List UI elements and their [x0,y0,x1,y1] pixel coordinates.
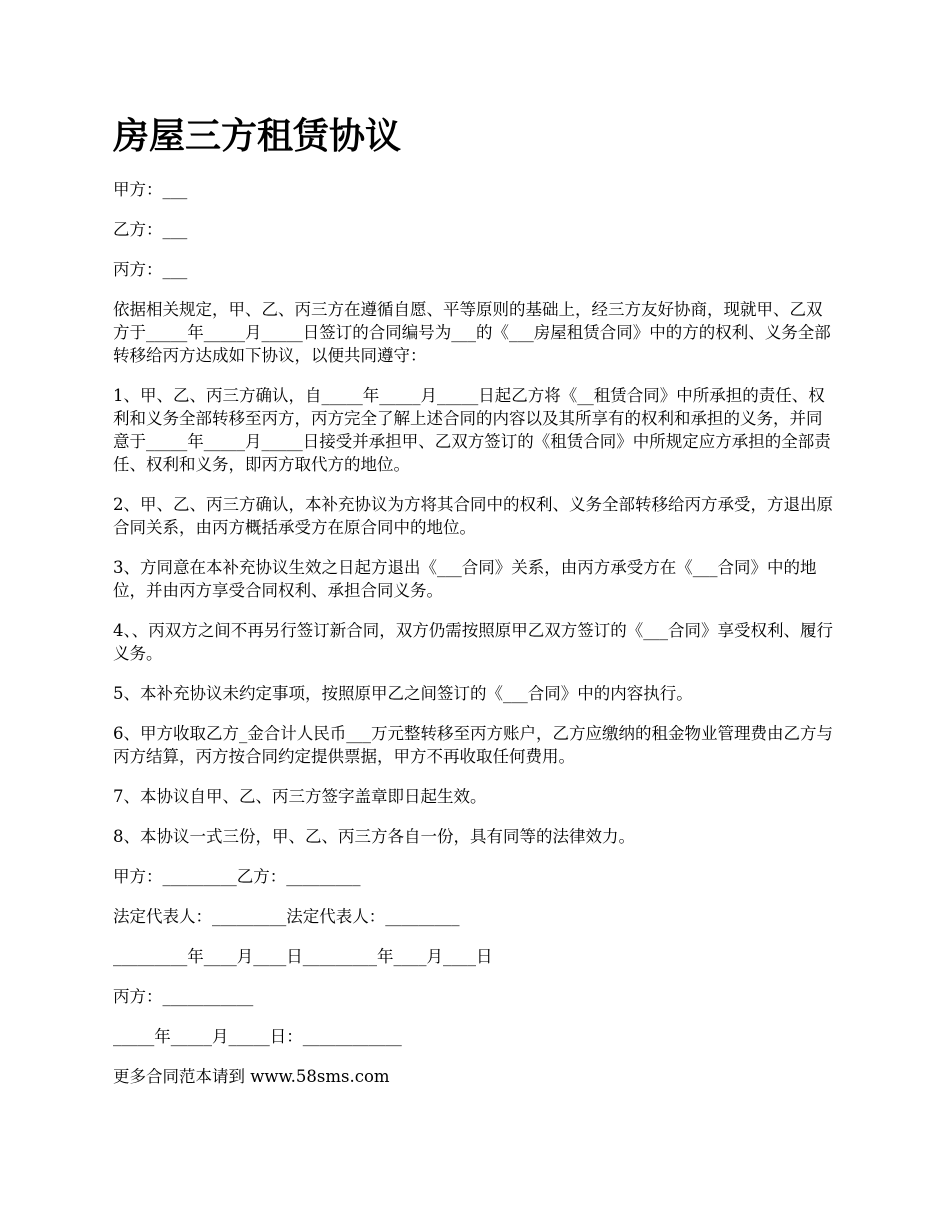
party-c-date-line: _____年_____月_____日：____________ [113,1027,402,1046]
document-page [113,110,838,1105]
document-title: 房屋三方租赁协议 [113,115,402,157]
footer-link-text: 更多合同范本请到 www.58sms.com [113,1067,390,1086]
clause-5: 5、本补充协议未约定事项，按照原甲乙之间签订的《___合同》中的内容执行。 [113,684,693,703]
legal-representative-line: 法定代表人：_________法定代表人：_________ [113,907,460,926]
party-a-line: 甲方：___ [113,180,188,199]
signature-parties-line: 甲方：_________乙方：_________ [113,867,361,886]
clause-7: 7、本协议自甲、乙、丙三方签字盖章即日起生效。 [113,787,487,806]
clause-1: 1、甲、乙、丙三方确认，自_____年_____月_____日起乙方将《__租赁合同》中所承担的责任、权利和义务全部转移至丙方，丙方完全了解上述合同的内容以及其所享有的权利和承担的义务，并同意于_____年_____月_____日接受并承担甲、乙双方签订的《租赁合同》中所规定应方承担的全部责任、权利和义务，即丙方取代方的地位。 [113,386,831,474]
preamble-paragraph: 依据相关规定，甲、乙、丙三方在遵循自愿、平等原则的基础上，经三方友好协商，现就甲、乙双方于_____年_____月_____日签订的合同编号为___的《___房屋租赁合同》中的方的权利、义务全部转移给丙方达成如下协议，以便共同遵守： [113,300,831,365]
clause-4: 4、、丙双方之间不再另行签订新合同，双方仍需按照原甲乙双方签订的《___合同》享受权利、履行义务。 [113,621,833,663]
party-c-signature-line: 丙方：___________ [113,987,254,1006]
clause-3: 3、方同意在本补充协议生效之日起方退出《___合同》关系，由丙方承受方在《___合同》中的地位，并由丙方享受合同权利、承担合同义务。 [113,558,817,600]
party-c-line: 丙方：___ [113,260,188,279]
clause-2: 2、甲、乙、丙三方确认，本补充协议为方将其合同中的权利、义务全部转移给丙方承受，方退出原合同关系，由丙方概括承受方在原合同中的地位。 [113,495,833,537]
signature-date-line: _________年____月____日_________年____月____日 [113,947,493,966]
party-b-line: 乙方：___ [113,220,188,239]
clause-8: 8、本协议一式三份，甲、乙、丙三方各自一份，具有同等的法律效力。 [113,827,635,846]
clause-6: 6、甲方收取乙方_金合计人民币___万元整转移至丙方账户，乙方应缴纳的租金物业管理费由乙方与丙方结算，丙方按合同约定提供票据，甲方不再收取任何费用。 [113,724,833,766]
